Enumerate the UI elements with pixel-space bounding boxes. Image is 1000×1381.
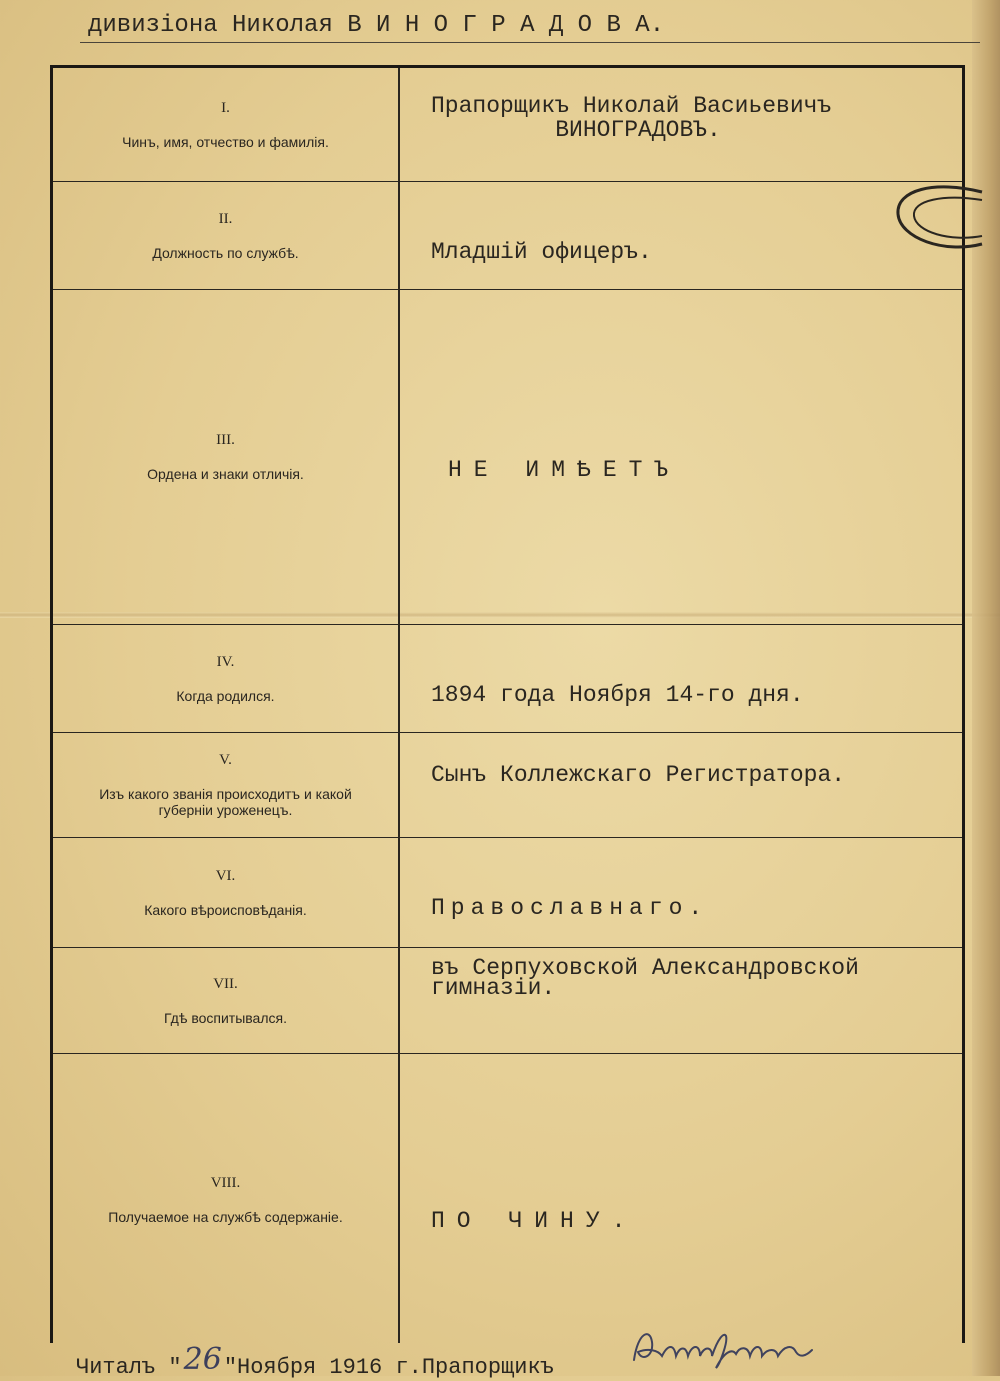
- row-value: Православнаго.: [431, 895, 709, 921]
- row-number: I.: [221, 99, 230, 116]
- row-value: Младшій офицеръ.: [431, 239, 652, 265]
- handwritten-day: 26: [183, 1342, 222, 1377]
- row-label-text: Должность по службѣ.: [152, 244, 299, 261]
- table-row: [53, 625, 962, 733]
- row-number: V.: [219, 752, 232, 768]
- row-number: VIII.: [210, 1175, 241, 1191]
- header-rule: [80, 42, 980, 43]
- row-value: въ Серпуховской Александровской гимназіи.: [431, 955, 859, 1001]
- table-row: [53, 68, 962, 182]
- row-number: III.: [216, 432, 235, 448]
- row-label: [53, 733, 398, 837]
- row-label-text: Изъ какого званія происходитъ и какой губерніи уроженецъ.: [99, 786, 352, 818]
- table-row: [53, 1054, 962, 1346]
- table-row: [53, 290, 962, 625]
- table-row: [53, 948, 962, 1054]
- row-label-text: Какого вѣроисповѣданія.: [144, 901, 307, 918]
- row-value: Прапорщикъ Николай Васиьевичъ ВИНОГРАДОВЪ.: [431, 93, 832, 143]
- row-label: [53, 182, 398, 289]
- row-label-text: Чинъ, имя, отчество и фамилія.: [122, 133, 329, 150]
- row-value: НЕ ИМѢЕТЪ: [448, 457, 681, 483]
- row-value: ПО ЧИНУ.: [431, 1208, 638, 1234]
- table-row: [53, 838, 962, 948]
- header-line: дивизіона Николая В И Н О Г Р А Д О В А.: [88, 12, 665, 39]
- row-label-text: Ордена и знаки отличія.: [147, 466, 304, 482]
- row-label: [53, 68, 398, 181]
- row-number: II.: [218, 210, 233, 227]
- row-number: VI.: [215, 867, 236, 884]
- row-label: [53, 838, 398, 947]
- footer-suffix: "Ноября 1916 г.Прапорщикъ: [223, 1355, 554, 1380]
- row-label: [53, 1054, 398, 1346]
- table-row: [53, 733, 962, 838]
- row-label: [53, 625, 398, 732]
- row-label: [53, 290, 398, 624]
- row-value: 1894 года Ноября 14-го дня.: [431, 682, 804, 708]
- row-label: [53, 948, 398, 1053]
- row-label-text: Гдѣ воспитывался.: [164, 1009, 287, 1026]
- row-value: Сынъ Коллежскаго Регистратора.: [431, 762, 846, 788]
- service-record-table: [50, 65, 965, 1343]
- footer-prefix: Читалъ ": [76, 1355, 182, 1380]
- row-label-text: Получаемое на службѣ содержаніе.: [108, 1209, 343, 1225]
- paper-clip-icon: [894, 184, 984, 254]
- table-row: [53, 182, 962, 290]
- row-label-text: Когда родился.: [176, 687, 275, 704]
- row-number: IV.: [216, 653, 235, 670]
- row-number: VII.: [213, 975, 238, 992]
- handwritten-signature: [628, 1322, 818, 1372]
